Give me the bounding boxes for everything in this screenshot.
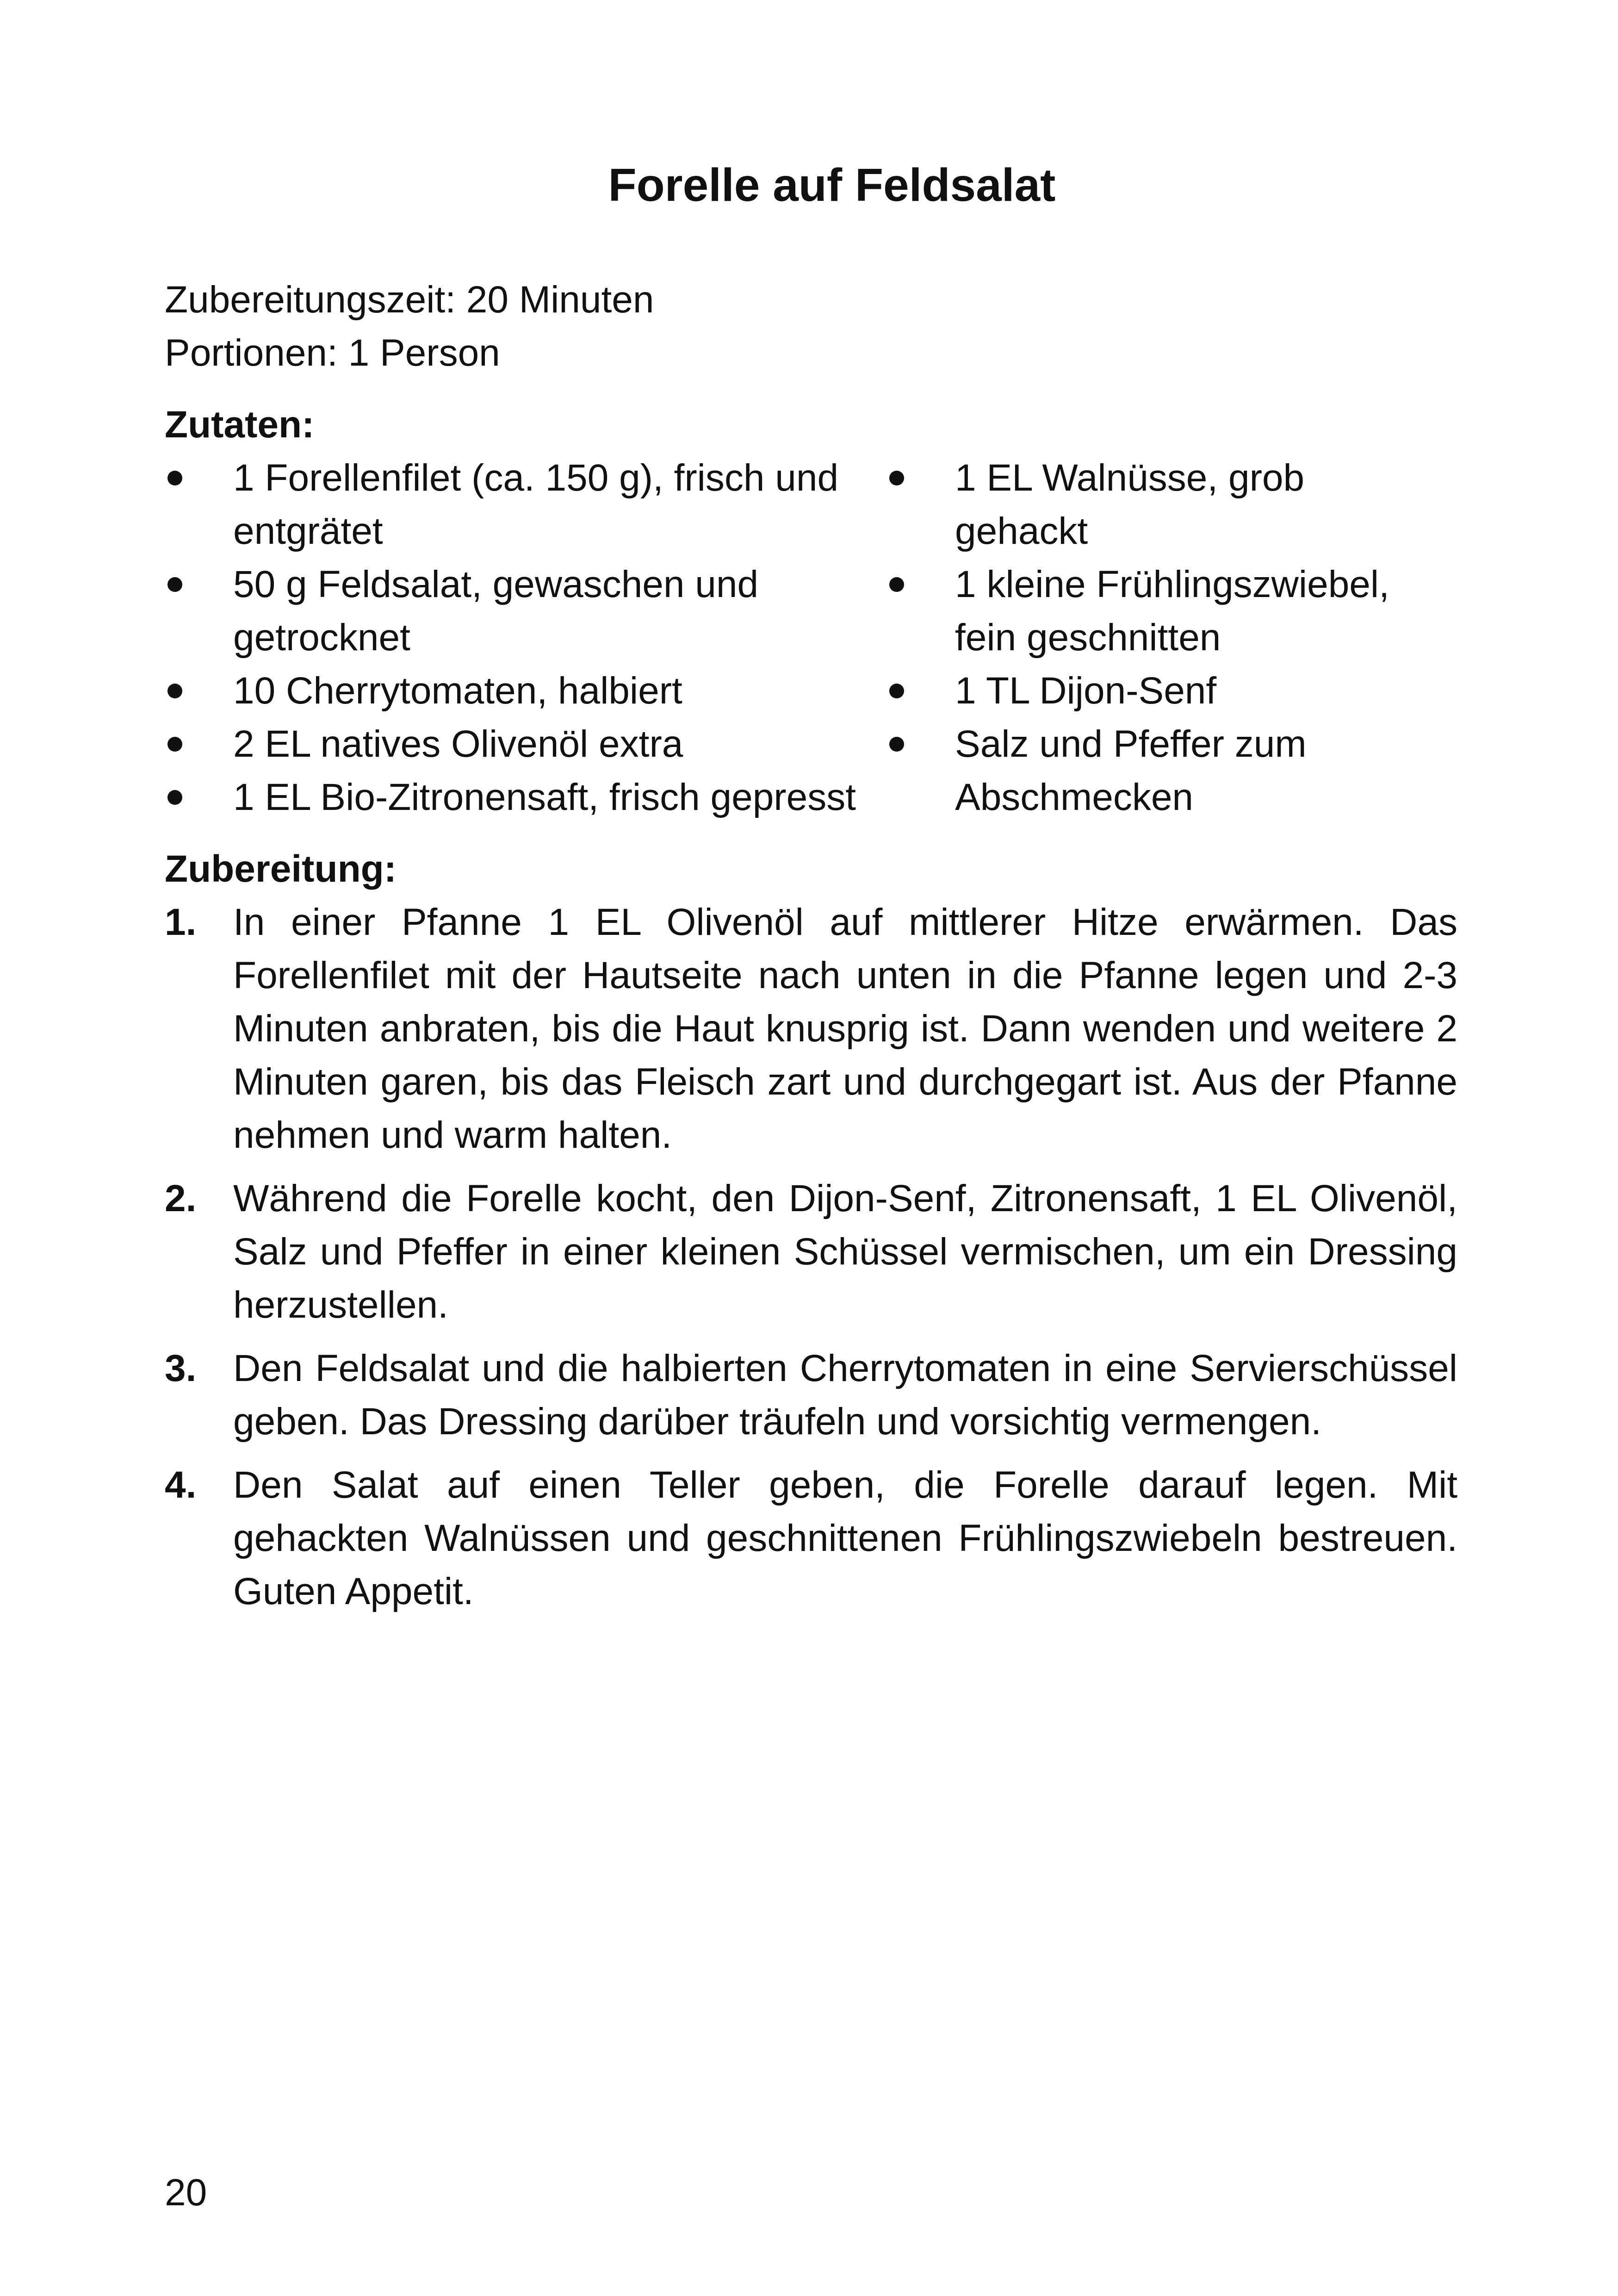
ingredient-text: Salz und Pfeffer zum Abschmecken bbox=[955, 723, 1307, 818]
step-text: Den Feldsalat und die halbierten Cherrytomaten in eine Servierschüssel geben. Das Dressing darüber träufeln und vorsichtig vermengen. bbox=[233, 1347, 1457, 1443]
recipe-page bbox=[165, 153, 1457, 1628]
servings: Portionen: 1 Person bbox=[165, 332, 500, 374]
prep-time: Zubereitungszeit: 20 Minuten bbox=[165, 279, 654, 321]
bullet-icon bbox=[889, 737, 904, 752]
step-number: 3. bbox=[165, 1347, 197, 1389]
steps-heading: Zubereitung: bbox=[165, 848, 397, 890]
ingredient-item bbox=[886, 717, 1457, 824]
ingredient-text: 1 EL Bio-Zitronensaft, frisch gepresst bbox=[233, 776, 856, 818]
ingredient-text: 1 Forellenfilet (ca. 150 g), frisch und entgrätet bbox=[233, 457, 839, 552]
step-item bbox=[165, 1172, 1457, 1332]
recipe-meta bbox=[165, 273, 1457, 380]
ingredients-column-right bbox=[886, 451, 1457, 824]
step-number: 4. bbox=[165, 1464, 197, 1506]
ingredient-item bbox=[165, 664, 886, 717]
step-item bbox=[165, 1458, 1457, 1618]
ingredient-item bbox=[165, 717, 886, 771]
recipe-title: Forelle auf Feldsalat bbox=[608, 159, 1056, 211]
step-text: In einer Pfanne 1 EL Olivenöl auf mittlerer Hitze erwärmen. Das Forellenfilet mit der Hautseite nach unten in die Pfanne legen und 2-3 Minuten anbraten, bis die Haut knusprig ist. Dann wenden und weitere 2 Minuten garen, bis das Fleisch zart und durchgegart ist. Aus der Pfanne nehmen und warm halten. bbox=[233, 901, 1457, 1156]
ingredients-list bbox=[165, 451, 1457, 824]
ingredient-text: 1 EL Walnüsse, grob gehackt bbox=[955, 457, 1305, 552]
ingredient-item bbox=[165, 771, 886, 824]
bullet-icon bbox=[167, 471, 182, 485]
bullet-icon bbox=[167, 684, 182, 698]
steps-list bbox=[165, 896, 1457, 1618]
ingredient-item bbox=[886, 451, 1457, 558]
ingredient-text: 10 Cherrytomaten, halbiert bbox=[233, 670, 682, 712]
ingredient-text: 1 kleine Frühlingszwiebel, fein geschnitten bbox=[955, 563, 1389, 659]
step-item bbox=[165, 896, 1457, 1162]
ingredient-item bbox=[165, 558, 886, 664]
ingredient-item bbox=[886, 558, 1457, 664]
step-number: 1. bbox=[165, 901, 197, 943]
bullet-icon bbox=[889, 684, 904, 698]
bullet-icon bbox=[167, 577, 182, 592]
ingredient-item bbox=[165, 451, 886, 558]
step-number: 2. bbox=[165, 1177, 197, 1220]
step-text: Den Salat auf einen Teller geben, die Forelle darauf legen. Mit gehackten Walnüssen und geschnittenen Frühlingszwiebeln bestreuen. Guten Appetit. bbox=[233, 1464, 1457, 1612]
ingredient-text: 2 EL natives Olivenöl extra bbox=[233, 723, 683, 765]
bullet-icon bbox=[889, 471, 904, 485]
ingredients-column-left bbox=[165, 451, 886, 824]
ingredient-text: 1 TL Dijon-Senf bbox=[955, 670, 1217, 712]
step-text: Während die Forelle kocht, den Dijon-Senf, Zitronensaft, 1 EL Olivenöl, Salz und Pfeffer in einer kleinen Schüssel vermischen, um ein Dressing herzustellen. bbox=[233, 1177, 1457, 1326]
step-item bbox=[165, 1342, 1457, 1448]
ingredients-heading: Zutaten: bbox=[165, 404, 315, 446]
page-number: 20 bbox=[165, 2172, 207, 2214]
bullet-icon bbox=[167, 737, 182, 752]
ingredient-text: 50 g Feldsalat, gewaschen und getrocknet bbox=[233, 563, 759, 659]
bullet-icon bbox=[167, 790, 182, 805]
bullet-icon bbox=[889, 577, 904, 592]
ingredient-item bbox=[886, 664, 1457, 717]
